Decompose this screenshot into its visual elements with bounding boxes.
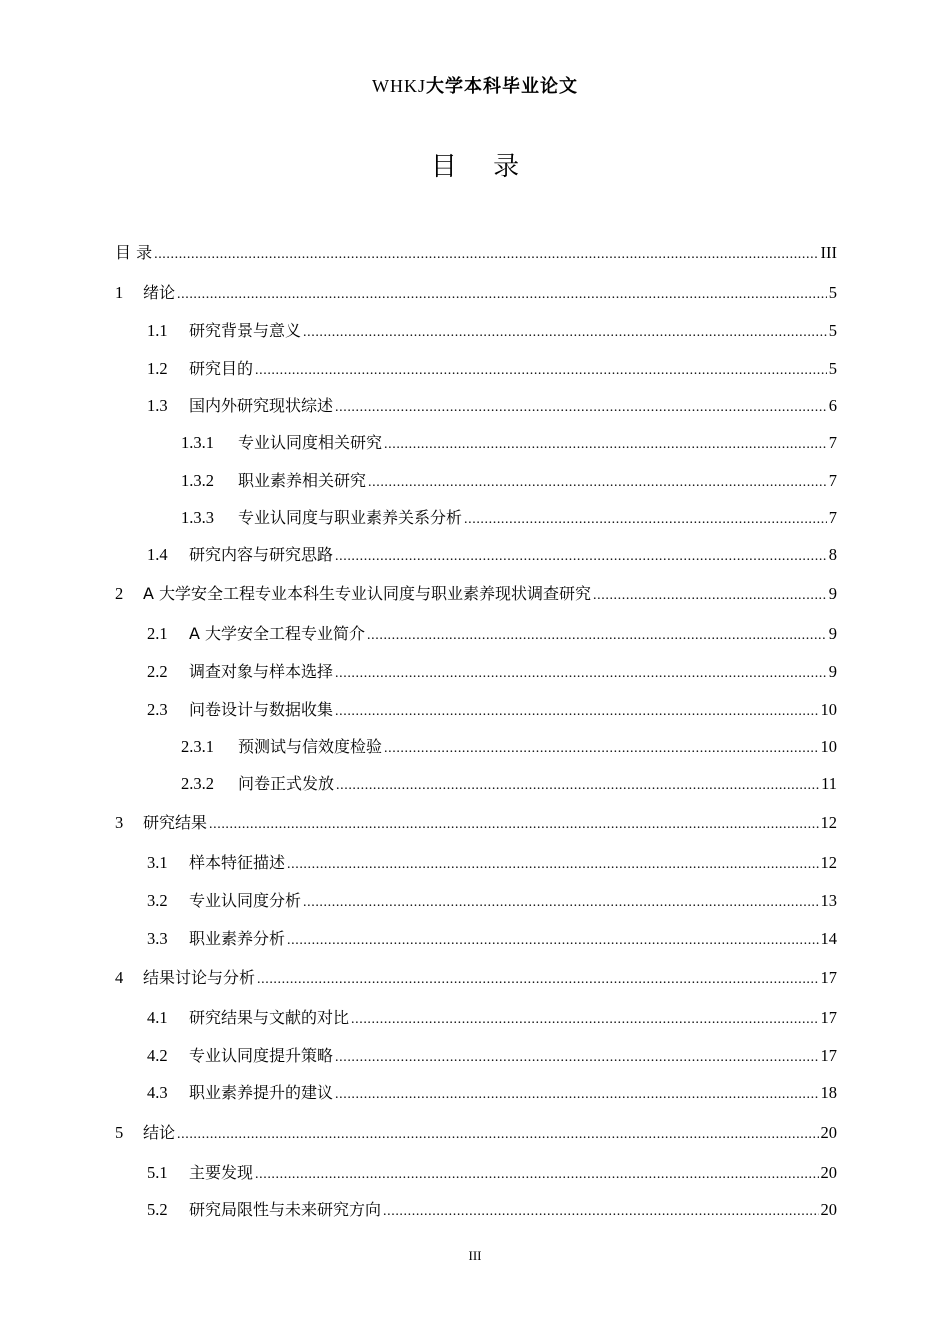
toc-entry-title: 问卷正式发放 bbox=[238, 774, 335, 793]
toc-dot-leader bbox=[303, 324, 827, 342]
toc-entry-title: 目 录 bbox=[115, 243, 153, 262]
toc-entry-page: 12 bbox=[820, 853, 837, 872]
toc-entry-title: 专业认同度分析 bbox=[189, 891, 302, 910]
toc-dot-leader bbox=[257, 971, 818, 989]
toc-entry-number: 1.1 bbox=[147, 321, 168, 340]
toc-entry[interactable] bbox=[115, 771, 837, 795]
toc-entry-number: 5 bbox=[115, 1123, 124, 1142]
toc-dot-leader bbox=[384, 436, 827, 454]
toc-dot-leader bbox=[287, 856, 818, 874]
toc-dot-leader bbox=[464, 511, 827, 529]
toc-entry-title: 专业认同度相关研究 bbox=[238, 433, 383, 452]
toc-entry[interactable] bbox=[115, 505, 837, 529]
toc-entry-number: 1.2 bbox=[147, 359, 168, 378]
toc-entry-number: 3 bbox=[115, 813, 124, 832]
toc-dot-leader bbox=[351, 1011, 818, 1029]
toc-entry-page: 20 bbox=[820, 1123, 837, 1142]
toc-dot-leader bbox=[383, 1203, 818, 1221]
toc-entry-number: 1.3 bbox=[147, 396, 168, 415]
toc-entry-number: 4.2 bbox=[147, 1046, 168, 1065]
toc-entry-page: 13 bbox=[820, 891, 837, 910]
toc-dot-leader bbox=[335, 1049, 818, 1067]
toc-entry-page: 20 bbox=[820, 1200, 837, 1219]
toc-entry-page: 20 bbox=[820, 1163, 837, 1182]
toc-entry-title: 结论 bbox=[143, 1123, 176, 1142]
toc-entry-number: 5.1 bbox=[147, 1163, 168, 1182]
toc-entry-page: 9 bbox=[828, 662, 837, 681]
toc-entry-number: 4 bbox=[115, 968, 124, 987]
toc-entry-number: 5.2 bbox=[147, 1200, 168, 1219]
toc-entry-title: 专业认同度提升策略 bbox=[189, 1046, 334, 1065]
toc-entry-page: 12 bbox=[820, 813, 837, 832]
toc-entry-number: 3.3 bbox=[147, 929, 168, 948]
toc-entry-title: 职业素养提升的建议 bbox=[189, 1083, 334, 1102]
toc-entry[interactable] bbox=[115, 1160, 837, 1184]
toc-dot-leader bbox=[335, 1086, 818, 1104]
toc-entry[interactable] bbox=[115, 621, 837, 645]
toc-entry-page: 10 bbox=[820, 737, 837, 756]
toc-entry-page: III bbox=[820, 243, 837, 262]
toc-entry[interactable] bbox=[115, 1043, 837, 1067]
toc-dot-leader bbox=[255, 1166, 818, 1184]
toc-entry-number: 2.2 bbox=[147, 662, 168, 681]
toc-entry-number: 3.1 bbox=[147, 853, 168, 872]
toc-dot-leader bbox=[177, 1126, 818, 1144]
toc-dot-leader bbox=[367, 627, 827, 645]
toc-entry-title: 样本特征描述 bbox=[189, 853, 286, 872]
toc-entry-title: 主要发现 bbox=[189, 1163, 254, 1182]
toc-entry-page: 5 bbox=[828, 283, 837, 302]
toc-entry-number: 4.1 bbox=[147, 1008, 168, 1027]
toc-entry-title: 结果讨论与分析 bbox=[143, 968, 256, 987]
toc-entry-page: 5 bbox=[828, 359, 837, 378]
toc-entry-page: 7 bbox=[828, 433, 837, 452]
toc-entry-page: 10 bbox=[820, 700, 837, 719]
toc-entry-page: 9 bbox=[828, 624, 837, 643]
toc-entry[interactable] bbox=[115, 965, 837, 989]
toc-entry-page: 6 bbox=[828, 396, 837, 415]
running-header bbox=[0, 72, 950, 98]
toc-entry[interactable] bbox=[115, 1080, 837, 1104]
toc-entry-title: 研究目的 bbox=[189, 359, 254, 378]
toc-dot-leader bbox=[384, 740, 818, 758]
toc-entry-title: 绪论 bbox=[143, 283, 176, 302]
toc-entry-title: 研究内容与研究思路 bbox=[189, 545, 334, 564]
toc-entry-title: 研究结果与文献的对比 bbox=[189, 1008, 350, 1027]
toc-entry-title: 专业认同度与职业素养关系分析 bbox=[238, 508, 463, 527]
toc-entry[interactable] bbox=[115, 1005, 837, 1029]
toc-entry-number: 2.3.1 bbox=[181, 737, 214, 756]
toc-entry-number: 2 bbox=[115, 584, 124, 603]
toc-entry-title: 职业素养相关研究 bbox=[238, 471, 367, 490]
toc-dot-leader bbox=[303, 894, 818, 912]
toc-entry-title: A 大学安全工程专业本科生专业认同度与职业素养现状调查研究 bbox=[143, 584, 592, 603]
toc-dot-leader bbox=[335, 548, 827, 566]
toc-entry-title: 问卷设计与数据收集 bbox=[189, 700, 334, 719]
toc-entry-number: 1.3.1 bbox=[181, 433, 214, 452]
toc-entry[interactable] bbox=[115, 280, 837, 304]
header-title: 大学本科毕业论文 bbox=[426, 76, 578, 97]
page-number: III bbox=[468, 1248, 482, 1263]
toc-dot-leader bbox=[335, 703, 818, 721]
toc-entry-page: 5 bbox=[828, 321, 837, 340]
toc-entry-page: 8 bbox=[828, 545, 837, 564]
toc-entry-page: 17 bbox=[820, 1046, 837, 1065]
toc-entry-title: 研究结果 bbox=[143, 813, 208, 832]
toc-dot-leader bbox=[154, 246, 818, 264]
toc-entry-number: 1.4 bbox=[147, 545, 168, 564]
toc-entry-number: 3.2 bbox=[147, 891, 168, 910]
toc-entry[interactable] bbox=[115, 430, 837, 454]
toc-entry-number: 1 bbox=[115, 283, 124, 302]
toc-dot-leader bbox=[255, 362, 827, 380]
toc-entry-page: 17 bbox=[820, 1008, 837, 1027]
toc-entry-page: 14 bbox=[820, 929, 837, 948]
toc-entry-page: 11 bbox=[821, 774, 837, 793]
toc-entry[interactable] bbox=[115, 356, 837, 380]
toc-dot-leader bbox=[336, 777, 819, 795]
toc-entry-number: 2.3 bbox=[147, 700, 168, 719]
toc-entry[interactable] bbox=[115, 1120, 837, 1144]
toc-entry-number: 1.3.2 bbox=[181, 471, 214, 490]
toc-entry-page: 7 bbox=[828, 471, 837, 490]
toc-entry-page: 17 bbox=[820, 968, 837, 987]
toc-entry[interactable] bbox=[115, 468, 837, 492]
toc-entry[interactable] bbox=[115, 850, 837, 874]
toc-entry[interactable] bbox=[115, 659, 837, 683]
toc-dot-leader bbox=[209, 816, 818, 834]
toc-dot-leader bbox=[368, 474, 827, 492]
toc-entry-number: 2.3.2 bbox=[181, 774, 214, 793]
toc-entry[interactable] bbox=[115, 542, 837, 566]
toc-entry[interactable] bbox=[115, 888, 837, 912]
toc-entry[interactable] bbox=[115, 697, 837, 721]
toc-entry-page: 9 bbox=[828, 584, 837, 603]
toc-entry-title: 职业素养分析 bbox=[189, 929, 286, 948]
toc-entry-number: 2.1 bbox=[147, 624, 168, 643]
toc-entry-number: 1.3.3 bbox=[181, 508, 214, 527]
toc-dot-leader bbox=[177, 286, 827, 304]
page-title: 目 录 bbox=[430, 152, 534, 182]
toc-entry-title: A 大学安全工程专业简介 bbox=[189, 624, 366, 643]
toc-entry-number: 4.3 bbox=[147, 1083, 168, 1102]
toc-entry[interactable] bbox=[115, 734, 837, 758]
toc-dot-leader bbox=[335, 665, 827, 683]
toc-entry[interactable] bbox=[115, 926, 837, 950]
header-school-code: WHKJ bbox=[372, 76, 426, 96]
toc-entry-page: 18 bbox=[820, 1083, 837, 1102]
toc-entry-title: 预测试与信效度检验 bbox=[238, 737, 383, 756]
toc-dot-leader bbox=[287, 932, 818, 950]
toc-entry-page: 7 bbox=[828, 508, 837, 527]
toc-entry[interactable] bbox=[115, 393, 837, 417]
toc-dot-leader bbox=[335, 399, 827, 417]
toc-entry[interactable] bbox=[115, 318, 837, 342]
toc-entry[interactable] bbox=[115, 240, 837, 264]
toc-dot-leader bbox=[593, 587, 827, 605]
toc-entry[interactable] bbox=[115, 581, 837, 605]
toc-entry[interactable] bbox=[115, 1197, 837, 1221]
toc-entry-title: 国内外研究现状综述 bbox=[189, 396, 334, 415]
toc-entry[interactable] bbox=[115, 810, 837, 834]
toc-entry-title: 调查对象与样本选择 bbox=[189, 662, 334, 681]
toc-entry-title: 研究背景与意义 bbox=[189, 321, 302, 340]
toc-entry-title: 研究局限性与未来研究方向 bbox=[189, 1200, 382, 1219]
